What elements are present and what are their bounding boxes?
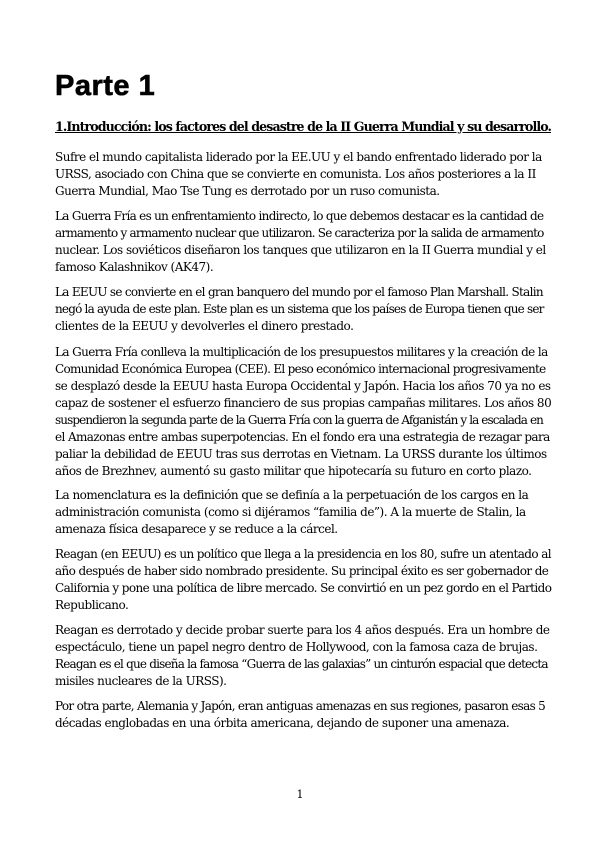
text-line: Sufre el mundo capitalista liderado por la EE.UU y el bando enfrentado liderado por la: [55, 150, 542, 164]
section-heading: 1.Introducción: los factores del desastre de la II Guerra Mundial y su desarrollo.: [55, 119, 551, 134]
text-line: La EEUU se convierte en el gran banquero del mundo por el famoso Plan Marshall. Stalin: [55, 285, 543, 299]
text-line: La Guerra Fría es un enfrentamiento indirecto, lo que debemos destacar es la cantidad de: [55, 209, 544, 223]
page-title: Parte 1: [55, 70, 156, 102]
text-line: Reagan es el que diseña la famosa “Guerra de las galaxias” un cinturón espacial que detecta: [55, 657, 548, 671]
text-line: suspendieron la segunda parte de la Guerra Fría con la guerra de Afganistán y la escalada en: [55, 413, 544, 427]
text-line: año después de haber sido nombrado presidente. Su principal éxito es ser gobernador de: [55, 564, 549, 578]
text-line: clientes de la EEUU y devolverles el dinero prestado.: [55, 319, 354, 333]
text-line: décadas englobadas en una órbita americana, dejando de suponer una amenaza.: [55, 716, 510, 730]
paragraph-2: [55, 208, 551, 276]
text-line: La Guerra Fría conlleva la multiplicación de los presupuestos militares y la creación de la: [55, 345, 548, 359]
text-line: famoso Kalashnikov (AK47).: [55, 260, 214, 274]
text-line: paliar la debilidad de EEUU tras sus derrotas en Vietnam. La URSS durante los últimos: [55, 447, 547, 461]
text-line: capaz de sostener el esfuerzo financiero de sus propias campañas militares. Los años 80: [55, 396, 552, 410]
text-line: Reagan (en EEUU) es un político que llega a la presidencia en los 80, sufre un atentado al: [55, 547, 551, 561]
text-line: armamento y armamento nuclear que utilizaron. Se caracteriza por la salida de armamento: [55, 226, 544, 240]
text-line: misiles nucleares de la URSS).: [55, 674, 227, 688]
paragraph-5: [55, 487, 551, 538]
text-line: La nomenclatura es la definición que se definía a la perpetuación de los cargos en la: [55, 488, 529, 502]
paragraph-7: [55, 622, 551, 690]
text-line: California y pone una política de libre mercado. Se convirtió en un pez gordo en el Partido: [55, 581, 552, 595]
paragraph-3: [55, 284, 551, 335]
text-line: Republicano.: [55, 598, 129, 612]
paragraph-4: [55, 344, 551, 480]
text-line: Guerra Mundial, Mao Tse Tung es derrotado por un ruso comunista.: [55, 184, 440, 198]
text-line: administración comunista (como si dijéramos “familia de”). A la muerte de Stalin, la: [55, 505, 526, 519]
text-line: Reagan es derrotado y decide probar suerte para los 4 años después. Era un hombre de: [55, 623, 550, 637]
paragraph-1: [55, 149, 551, 200]
text-line: el Amazonas entre ambas superpotencias. En el fondo era una estrategia de rezagar para: [55, 430, 550, 444]
text-line: nuclear. Los soviéticos diseñaron los tanques que utilizaron en la II Guerra mundial y el: [55, 243, 546, 257]
text-line: Por otra parte, Alemania y Japón, eran antiguas amenazas en sus regiones, pasaron esas 5: [55, 699, 546, 713]
text-line: Comunidad Económica Europea (CEE). El peso económico internacional progresivamente: [55, 362, 546, 376]
text-line: negó la ayuda de este plan. Este plan es un sistema que los países de Europa tienen que ser: [55, 302, 544, 316]
page-number: 1: [296, 788, 304, 801]
text-line: amenaza física desaparece y se reduce a la cárcel.: [55, 522, 338, 536]
paragraph-8: [55, 698, 551, 732]
text-line: se desplazó desde la EEUU hasta Europa Occidental y Japón. Hacia los años 70 ya no es: [55, 379, 551, 393]
text-line: espectáculo, tiene un papel negro dentro de Hollywood, con la famosa caza de brujas.: [55, 640, 538, 654]
text-line: URSS, asociado con China que se convierte en comunista. Los años posteriores a la II: [55, 167, 536, 181]
text-line: años de Brezhnev, aumentó su gasto militar que hipotecaría su futuro en corto plazo.: [55, 464, 532, 478]
paragraph-6: [55, 546, 551, 614]
